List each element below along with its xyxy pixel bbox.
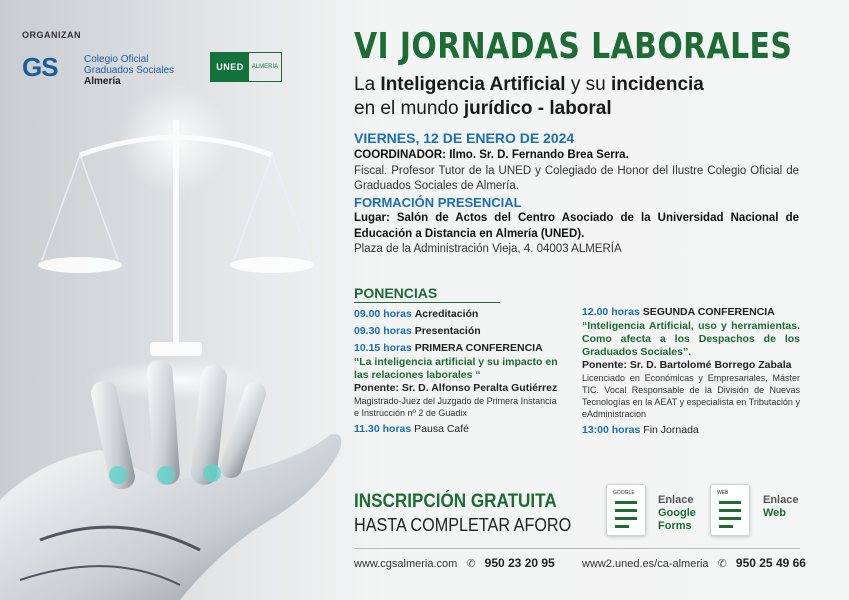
uned-logo-text: UNED [211, 53, 249, 81]
cgs-website-link[interactable]: www.cgsalmeria.com [354, 558, 458, 570]
phone-icon: ✆ [717, 558, 727, 570]
organizers-label: ORGANIZAN [22, 30, 81, 40]
cgs-phone: 950 23 20 95 [484, 556, 555, 570]
talk-title: “La inteligencia artificial y su impacto en las relaciones laborales “ [354, 356, 558, 381]
web-tag: WEB [717, 490, 729, 496]
google-forms-link[interactable]: Enlace Google Forms [658, 494, 696, 532]
uned-logo-city: ALMERIA [251, 64, 279, 70]
schedule-right [582, 306, 800, 441]
venue-block [354, 211, 799, 258]
schedule-item: 12.00 horas SEGUNDA CONFERENCIA [582, 306, 775, 318]
uned-phone: 950 25 49 66 [735, 556, 806, 570]
gs-college-logo [22, 50, 182, 90]
gs-college-name: Colegio Oficial Graduados Sociales Almería [84, 54, 175, 87]
scales-of-justice-illustration [38, 85, 314, 400]
venue-address: Plaza de la Administración Vieja, 4. 04003 ALMERÍA [354, 243, 622, 255]
uned-website-link[interactable]: www2.uned.es/ca-almeria [582, 558, 709, 570]
talks-heading-rule [354, 302, 500, 303]
registration-heading: INSCRIPCIÓN GRATUITA [354, 491, 557, 512]
web-link-icon[interactable] [710, 484, 750, 536]
event-date: VIERNES, 12 DE ENERO DE 2024 [354, 130, 575, 146]
schedule-item: 09.30 horas Presentación [354, 325, 481, 337]
schedule-item: 09.00 horas Acreditación [354, 308, 479, 320]
coordinator-label: COORDINADOR: Ilmo. Sr. D. Fernando Brea Serra. [354, 149, 629, 161]
google-forms-link-icon[interactable] [606, 484, 646, 536]
robotic-hand-illustration [0, 359, 341, 600]
training-mode: FORMACIÓN PRESENCIAL [354, 195, 522, 210]
event-title: VI JORNADAS LABORALES [354, 26, 793, 67]
schedule-left [354, 308, 564, 440]
schedule-item: 11.30 horas Pausa Café [354, 423, 470, 435]
phone-icon: ✆ [466, 558, 476, 570]
venue-label: Lugar: Salón de Actos del Centro Asociado de la Universidad Nacional de Educación a Distancia en Almería (UNED). [354, 212, 799, 240]
talk-speaker: Ponente: Sr. D. Alfonso Peralta Gutiérrez [354, 382, 558, 394]
coordinator-block [354, 148, 799, 195]
footer-left [354, 556, 555, 570]
talks-heading: PONENCIAS [354, 285, 438, 301]
talk-title: “Inteligencia Artificial, uso y herramientas. Como afecta a los Despachos de los Graduados Sociales”. [582, 320, 800, 358]
footer-rule [354, 548, 800, 549]
schedule-item: 10.15 horas PRIMERA CONFERENCIA [354, 342, 543, 354]
speaker-bio: Magistrado-Juez del Juzgado de Primera Instancia e Instrucción nº 2 de Guadix [354, 396, 557, 418]
event-subtitle-line1: La Inteligencia Artificial y su incidencia [354, 74, 704, 95]
coordinator-description: Fiscal. Profesor Tutor de la UNED y Colegiado de Honor del Ilustre Colegio Oficial de Graduados Sociales de Almería. [354, 164, 799, 192]
uned-logo [210, 52, 282, 82]
web-link[interactable]: Enlace Web [763, 494, 799, 519]
gs-mark: GS [22, 52, 58, 82]
hero-illustration [0, 80, 360, 600]
event-subtitle-line2: en el mundo jurídico - laboral [354, 98, 612, 119]
google-tag: GOOGLE [613, 490, 635, 496]
footer-right [582, 556, 806, 570]
schedule-item: 13:00 horas Fin Jornada [582, 424, 699, 436]
registration-subheading: HASTA COMPLETAR AFORO [354, 515, 572, 535]
talk-speaker: Ponente: Sr. D. Bartolomé Borrego Zabala [582, 359, 792, 371]
speaker-bio: Licenciado en Económicas y Empresariales, Máster TIC. Vocal Responsable de la División de Nuevas Tecnologías en la AEAT y especialista en Tributación y eAdministracion [582, 373, 800, 419]
